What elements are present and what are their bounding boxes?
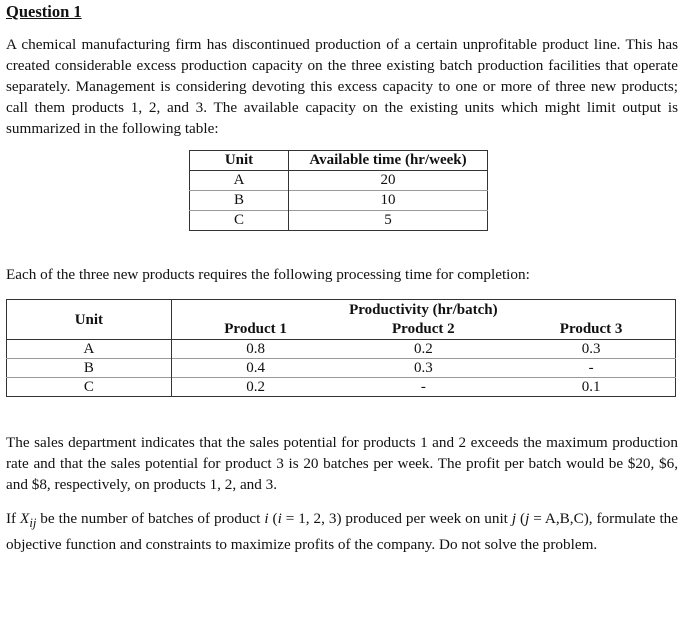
productivity-table [6,299,676,397]
productivity-cell: - [339,378,507,397]
capacity-table [189,150,488,231]
task-text: ( [268,510,278,527]
table-row [7,359,676,378]
task-text: be the number of batches of product [36,510,265,527]
task-text: ( [516,510,526,527]
capacity-header-time: Available time (hr/week) [289,151,488,171]
sales-paragraph: The sales department indicates that the sales potential for products 1 and 2 exceeds the maximum production rate and that the sales potential for product 3 is 20 batches per week. The profit per batch would be $20, $6, and $8, respectively, on products 1, 2, and 3. [6,434,678,493]
table-row [190,191,488,211]
productivity-cell: 0.2 [339,340,507,359]
capacity-header-unit: Unit [190,151,289,171]
productivity-header-unit: Unit [7,300,172,340]
productivity-cell: 0.4 [171,359,339,378]
productivity-table-group-header [7,300,676,320]
task-paragraph [6,508,678,555]
capacity-cell-unit: C [190,211,289,231]
variable-i: i [264,510,269,527]
product-2-header: Product 2 [339,320,507,340]
capacity-table-header [190,151,488,171]
productivity-cell-unit: B [7,359,172,378]
productivity-cell: 0.2 [171,378,339,397]
productivity-group-header: Productivity (hr/batch) [349,301,498,318]
productivity-cell: 0.3 [507,340,675,359]
task-text: = 1, 2, 3) produced per week on unit [281,510,512,527]
productivity-cell-unit: A [7,340,172,359]
capacity-cell-unit: A [190,171,289,191]
table-row [190,211,488,231]
variable-j: j [511,510,517,527]
variable-x: X [20,510,30,527]
table-row [7,340,676,359]
productivity-cell: 0.8 [171,340,339,359]
table-row [7,378,676,397]
variable-i: i [277,510,282,527]
task-text: = A,B,C), formulate the objective function and constraints to maximize profits of the company. Do not solve the problem. [6,510,679,554]
capacity-cell-time: 10 [289,191,488,211]
question-title: Question 1 [6,2,82,21]
product-3-header: Product 3 [507,320,675,340]
variable-subscript: ij [29,516,37,531]
intro-paragraph: A chemical manufacturing firm has discontinued production of a certain unprofitable product line. This has created considerable excess production capacity on the three existing batch production facilities that operate separately. Management is considering devoting this excess capacity to one or more of three new products; call them products 1, 2, and 3. The available capacity on the existing units which might limit output is summarized in the following table: [6,36,678,137]
product-1-header: Product 1 [171,320,339,340]
variable-j: j [525,510,530,527]
productivity-cell: 0.3 [339,359,507,378]
productivity-cell: - [507,359,675,378]
capacity-cell-time: 20 [289,171,488,191]
productivity-cell: 0.1 [507,378,675,397]
table-row [190,171,488,191]
task-text: If [6,510,21,527]
productivity-cell-unit: C [7,378,172,397]
capacity-cell-time: 5 [289,211,488,231]
capacity-cell-unit: B [190,191,289,211]
processing-paragraph: Each of the three new products requires the following processing time for completion: [6,266,530,283]
